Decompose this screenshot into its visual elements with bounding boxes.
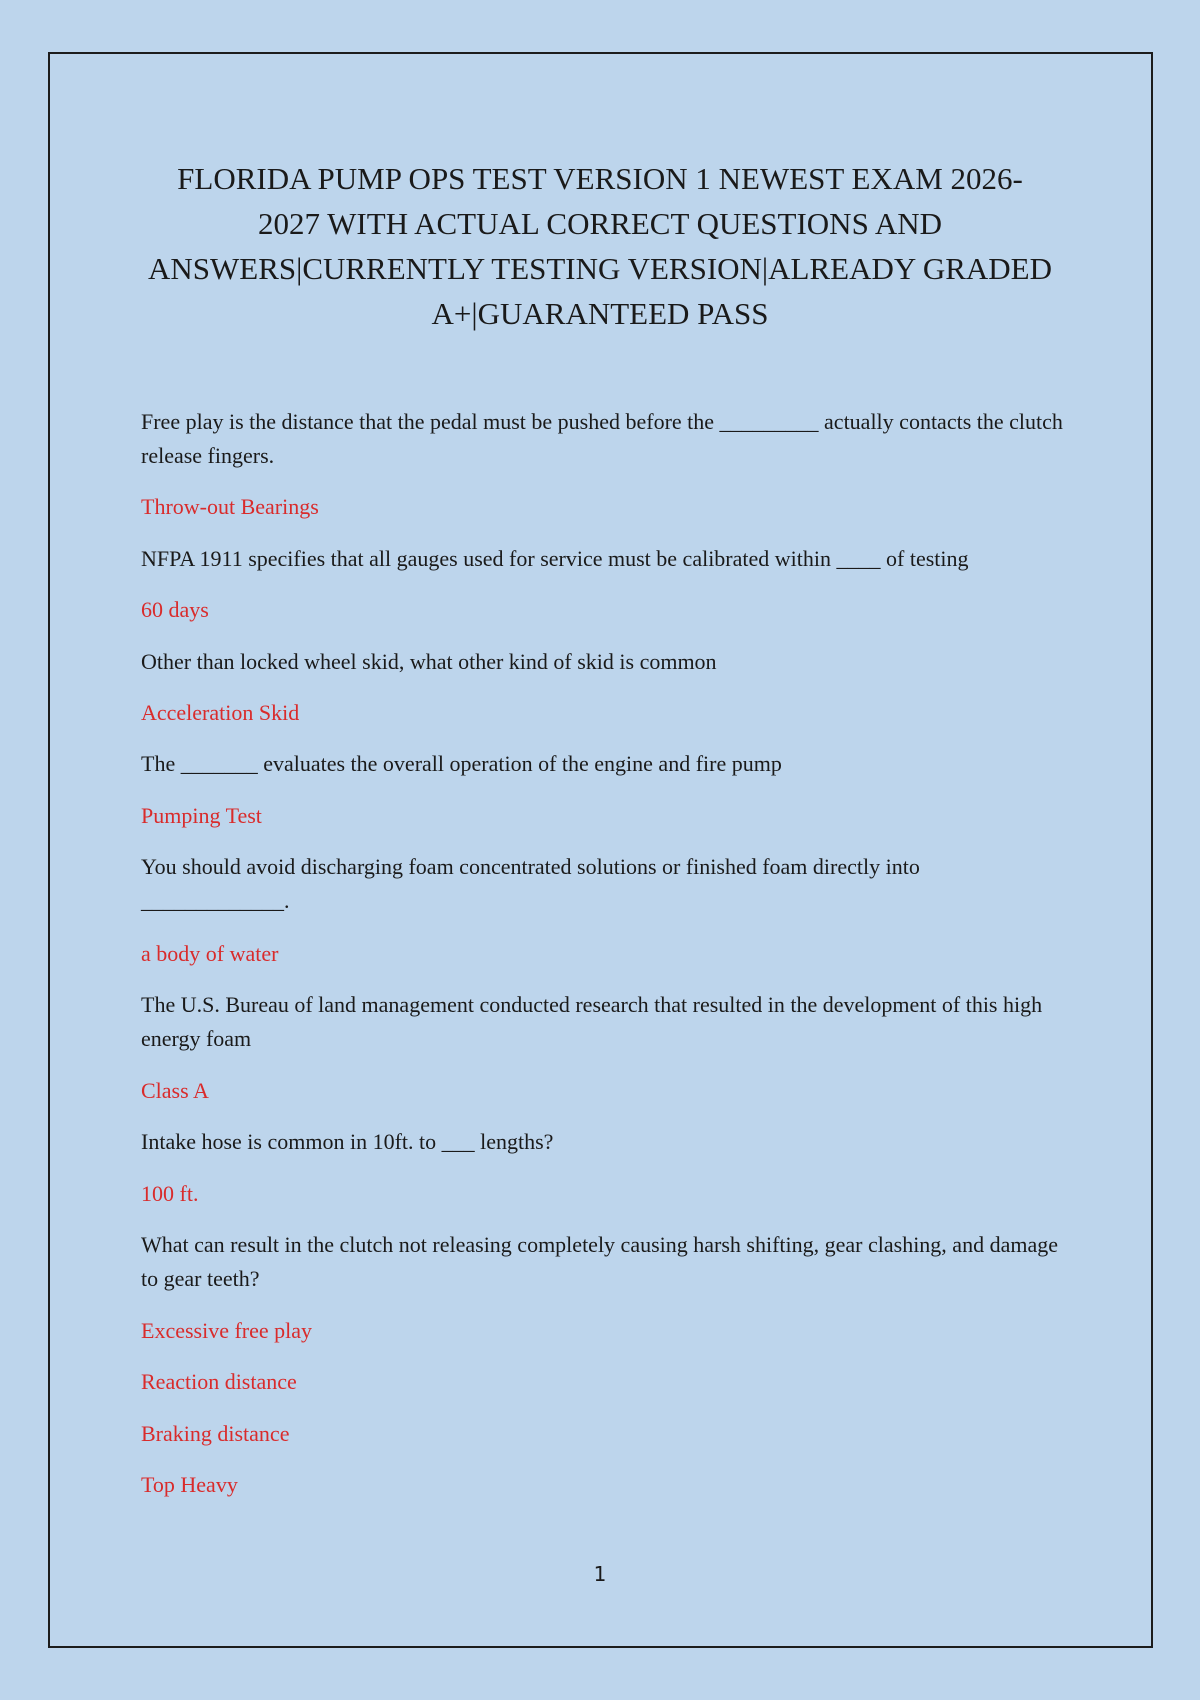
answer-60-days: 60 days <box>141 597 209 622</box>
answer-excessive-free-play: Excessive free play <box>141 1318 313 1343</box>
question-foam-discharge: You should avoid discharging foam concentrated solutions or finished foam directly into _____________. <box>141 854 920 913</box>
page-number: 1 <box>593 1562 607 1586</box>
answer-class-a: Class A <box>141 1078 209 1103</box>
answer-reaction-distance: Reaction distance <box>141 1369 297 1394</box>
answer-acceleration-skid: Acceleration Skid <box>141 700 300 725</box>
question-nfpa-1911: NFPA 1911 specifies that all gauges used for service must be calibrated within ____ of testing <box>141 546 969 571</box>
answer-braking-distance: Braking distance <box>141 1421 290 1446</box>
title-line: FLORIDA PUMP OPS TEST VERSION 1 NEWEST EXAM 2026- <box>177 161 1023 196</box>
answer-pumping-test: Pumping Test <box>141 803 262 828</box>
question-free-play: Free play is the distance that the pedal must be pushed before the _________ actually contacts the clutch release fingers. <box>141 409 1063 468</box>
title-line: A+|GUARANTEED PASS <box>431 296 769 331</box>
question-skid-type: Other than locked wheel skid, what other kind of skid is common <box>141 649 717 674</box>
answer-100-ft: 100 ft. <box>141 1181 199 1206</box>
answer-throw-out-bearings: Throw-out Bearings <box>141 494 319 519</box>
question-pumping-evaluation: The _______ evaluates the overall operation of the engine and fire pump <box>141 751 782 776</box>
document-title <box>130 156 1070 336</box>
question-clutch-not-releasing: What can result in the clutch not releasing completely causing harsh shifting, gear clashing, and damage to gear teeth? <box>141 1232 1058 1291</box>
title-line: ANSWERS|CURRENTLY TESTING VERSION|ALREADY GRADED <box>147 251 1052 286</box>
question-intake-hose: Intake hose is common in 10ft. to ___ lengths? <box>141 1129 554 1154</box>
question-high-energy-foam: The U.S. Bureau of land management conducted research that resulted in the development of this high energy foam <box>141 992 1043 1051</box>
answer-top-heavy: Top Heavy <box>141 1472 238 1497</box>
answer-body-of-water: a body of water <box>141 941 279 966</box>
title-line: 2027 WITH ACTUAL CORRECT QUESTIONS AND <box>257 206 943 241</box>
